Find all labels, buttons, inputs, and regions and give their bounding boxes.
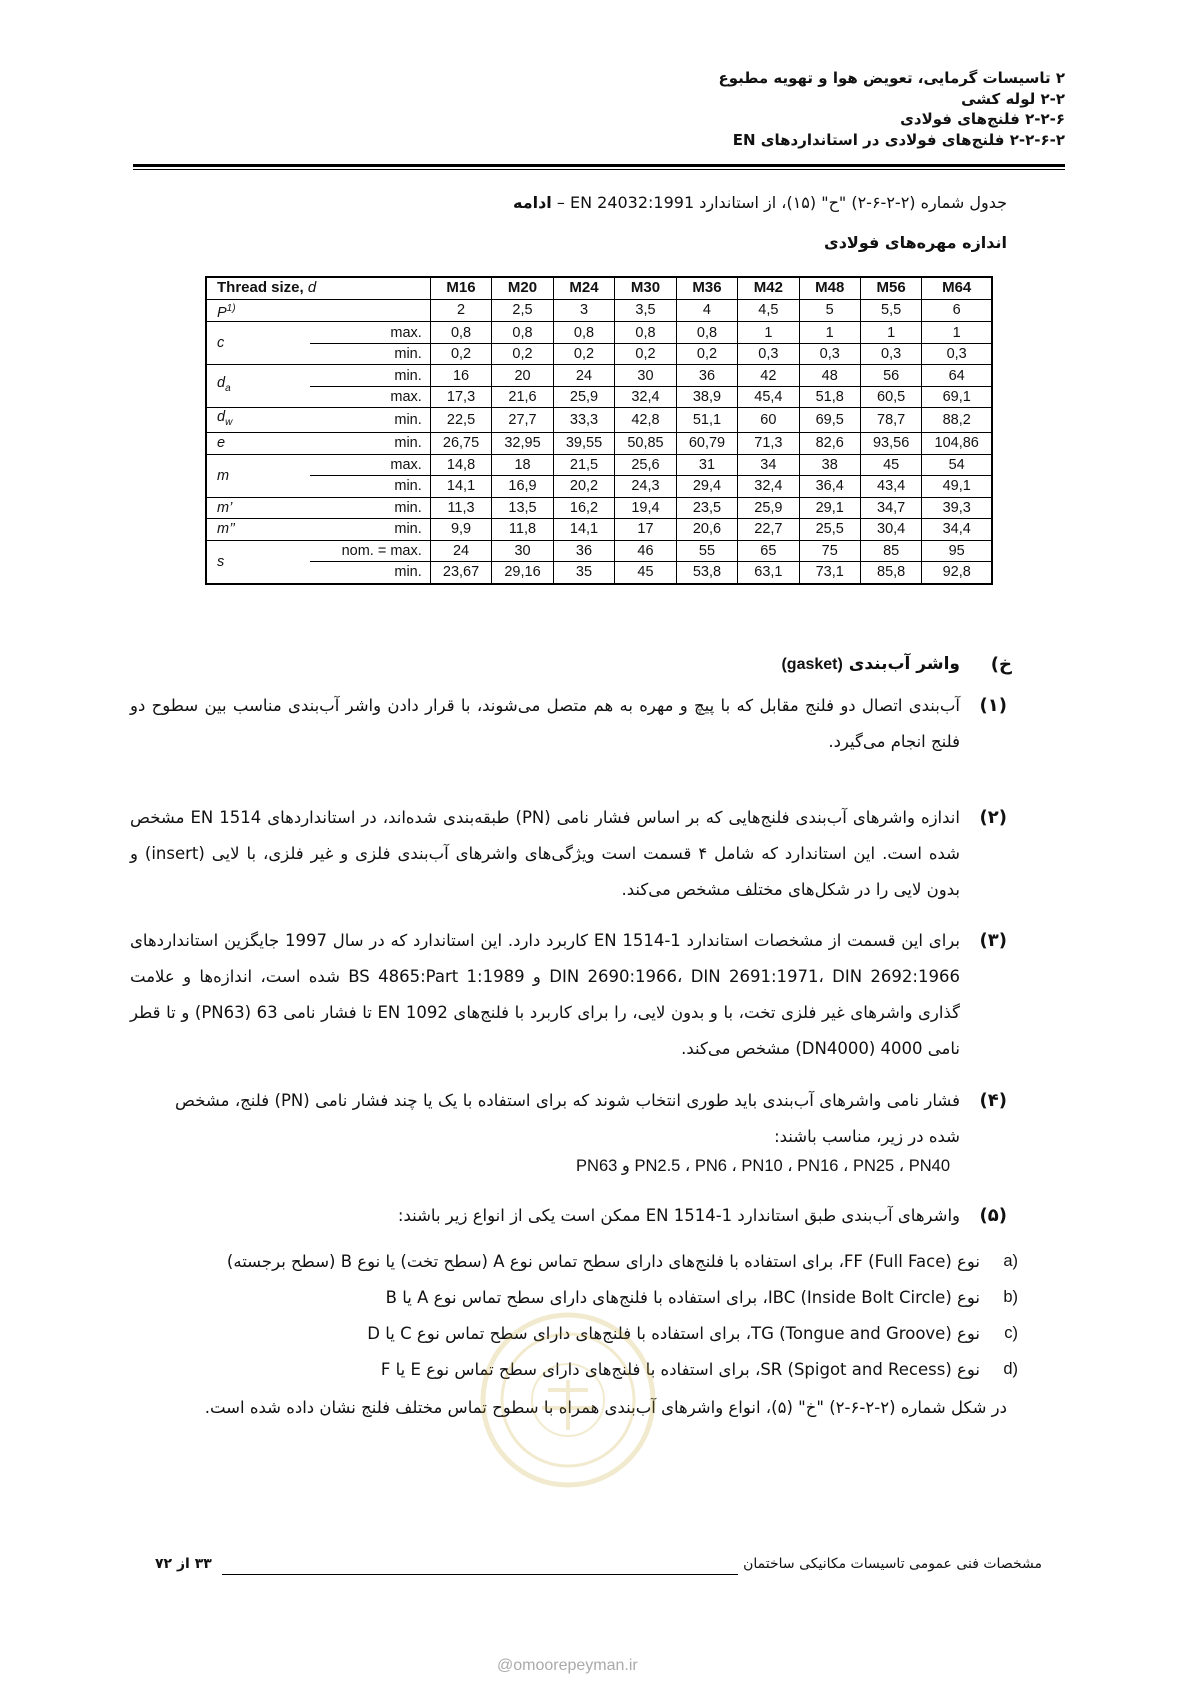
table-cell: 19,4 [615, 497, 676, 519]
table-cell: 21,6 [492, 386, 553, 408]
header-label: Thread size, [217, 279, 304, 297]
table-header-row [206, 277, 992, 299]
table-cell: 0,2 [430, 343, 491, 365]
table-cell: 30 [615, 365, 676, 387]
gasket-type-ibc: نوع IBC (Inside Bolt Circle)، برای استفاده با فلنج‌های دارای سطح تماس نوع A یا B [385, 1288, 980, 1307]
table-cell: 0,2 [492, 343, 553, 365]
table-cell: 34,7 [860, 497, 921, 519]
table-cell: 36 [676, 365, 737, 387]
table-cell: 69,1 [922, 386, 992, 408]
row-qualifier: min. [310, 408, 430, 433]
symbol-text: d [217, 375, 226, 392]
table-cell: 9,9 [430, 519, 491, 541]
row-symbol [206, 299, 430, 322]
row-qualifier: max. [310, 322, 430, 344]
row-qualifier: min. [310, 562, 430, 584]
row-symbol [206, 519, 310, 541]
table-cell: 0,2 [676, 343, 737, 365]
row-qualifier: min. [310, 497, 430, 519]
header-size-cell: M56 [860, 277, 921, 299]
gasket-type-sr: نوع SR (Spigot and Recess)، برای استفاده با فلنج‌های دارای سطح تماس نوع E یا F [380, 1360, 980, 1379]
table-cell: 24 [553, 365, 614, 387]
table-cell: 104,86 [922, 433, 992, 455]
section-title-fa: واشر آب‌بندی [848, 654, 960, 674]
section-marker: خ) [990, 654, 1012, 675]
table-cell: 0,3 [922, 343, 992, 365]
table-cell: 69,5 [799, 408, 860, 433]
paragraph-number: (۳) [979, 930, 1007, 951]
table-cell: 60,5 [860, 386, 921, 408]
symbol-text: m’ [217, 499, 233, 516]
table-cell: 38,9 [676, 386, 737, 408]
table-row [206, 433, 992, 455]
table-cell: 25,6 [615, 454, 676, 476]
paragraph-3: برای این قسمت از مشخصات استاندارد EN 1514-1 کاربرد دارد. این استاندارد که در سال 1997 جایگزین استانداردهای DIN 2690:1966، DIN 2691:1971، DIN 2692:1966 و BS 4865:Part 1:1989 شده است، اندازه‌ها و علامت گذاری واشرهای غیر فلزی تخت، با و بدون لایی، را برای کاربرد با فلنج‌های EN 1092 تا فشار نامی 63 (PN63) و تا قطر نامی 4000 (DN4000) مشخص می‌کند. [130, 931, 960, 1058]
table-cell: 0,8 [615, 322, 676, 344]
table-row [206, 562, 992, 584]
table-cell: 2,5 [492, 299, 553, 322]
table-cell: 54 [922, 454, 992, 476]
paragraph-1: آب‌بندی اتصال دو فلنج مقابل که با پیچ و مهره به هم متصل می‌شوند، با قرار دادن واشر آب‌بندی مناسب بین سطوح دو فلنج انجام می‌گیرد. [130, 696, 960, 751]
table-cell: 4 [676, 299, 737, 322]
table-cell: 85,8 [860, 562, 921, 584]
table-cell: 23,67 [430, 562, 491, 584]
table-cell: 11,8 [492, 519, 553, 541]
table-cell: 20,2 [553, 476, 614, 498]
table-cell: 16,2 [553, 497, 614, 519]
table-row [206, 386, 992, 408]
table-caption [513, 193, 1007, 212]
table-cell: 56 [860, 365, 921, 387]
gasket-type-tg: نوع TG (Tongue and Groove)، برای استفاده با فلنج‌های دارای سطح تماس نوع C یا D [367, 1324, 980, 1343]
table-row [206, 322, 992, 344]
table-row [206, 497, 992, 519]
row-qualifier: min. [310, 476, 430, 498]
table-cell: 49,1 [922, 476, 992, 498]
header-thread-size [206, 277, 430, 299]
table-cell: 17 [615, 519, 676, 541]
table-cell: 75 [799, 540, 860, 562]
paragraph-number: (۱) [979, 695, 1007, 716]
row-qualifier: max. [310, 454, 430, 476]
table-cell: 39,3 [922, 497, 992, 519]
table-cell: 1 [922, 322, 992, 344]
table-cell: 4,5 [738, 299, 799, 322]
table-row [206, 299, 992, 322]
symbol-text: s [217, 553, 225, 570]
symbol-subscript: a [225, 383, 231, 395]
table-cell: 82,6 [799, 433, 860, 455]
table-cell: 13,5 [492, 497, 553, 519]
table-cell: 45 [860, 454, 921, 476]
table-cell: 0,8 [430, 322, 491, 344]
table-cell: 6 [922, 299, 992, 322]
table-cell: 2 [430, 299, 491, 322]
nut-dimensions-table [205, 276, 993, 585]
type-letter: c) [1004, 1324, 1018, 1342]
row-symbol [206, 540, 310, 584]
table-cell: 51,8 [799, 386, 860, 408]
table-row [206, 454, 992, 476]
row-symbol [206, 433, 310, 455]
table-cell: 73,1 [799, 562, 860, 584]
table-cell: 11,3 [430, 497, 491, 519]
pressure-list: PN2.5 ، PN6 ، PN10 ، PN16 ، PN25 ، PN40 و PN63 [576, 1157, 950, 1175]
table-cell: 78,7 [860, 408, 921, 433]
table-cell: 50,85 [615, 433, 676, 455]
header-section: ۲-۲ لوله کشی [961, 89, 1065, 108]
row-symbol [206, 365, 310, 408]
table-cell: 39,55 [553, 433, 614, 455]
table-cell: 63,1 [738, 562, 799, 584]
table-cell: 0,8 [492, 322, 553, 344]
type-letter: a) [1003, 1252, 1018, 1270]
table-row [206, 343, 992, 365]
table-cell: 29,1 [799, 497, 860, 519]
table-cell: 48 [799, 365, 860, 387]
table-cell: 21,5 [553, 454, 614, 476]
table-cell: 32,4 [738, 476, 799, 498]
table-cell: 14,1 [553, 519, 614, 541]
table-cell: 5 [799, 299, 860, 322]
paragraph-5: واشرهای آب‌بندی طبق استاندارد EN 1514-1 ممکن است یکی از انواع زیر باشند: [397, 1206, 960, 1225]
header-size-cell: M24 [553, 277, 614, 299]
symbol-superscript: 1) [226, 302, 236, 314]
header-size-cell: M48 [799, 277, 860, 299]
table-cell: 35 [553, 562, 614, 584]
table-cell: 34 [738, 454, 799, 476]
table-caption-continuation: ادامه [512, 193, 552, 212]
paragraph-2: اندازه واشرهای آب‌بندی فلنج‌هایی که بر اساس فشار نامی (PN) طبقه‌بندی شده‌اند، در استانداردهای EN 1514 مشخص شده است. این استاندارد که شامل ۴ قسمت است ویژگی‌های واشرهای آب‌بندی فلزی و غیر فلزی، با لایی (insert) و بدون لایی را در شکل‌های مختلف مشخص می‌کند. [130, 808, 960, 899]
table-cell: 93,56 [860, 433, 921, 455]
gasket-type-ff: نوع FF (Full Face)، برای استفاده با فلنج‌های دارای سطح تماس نوع A (سطح تخت) یا نوع B (سطح برجسته) [226, 1252, 980, 1271]
table-cell: 43,4 [860, 476, 921, 498]
row-qualifier: max. [310, 386, 430, 408]
table-cell: 20,6 [676, 519, 737, 541]
table-cell: 36 [553, 540, 614, 562]
table-cell: 46 [615, 540, 676, 562]
document-header [718, 68, 1065, 150]
row-qualifier: min. [310, 343, 430, 365]
table-caption-text: جدول شماره (۲-۲-۶-۲) "ح" (۱۵)، از استاندارد EN 24032:1991 – [556, 193, 1007, 212]
table-row [206, 519, 992, 541]
table-cell: 31 [676, 454, 737, 476]
table-cell: 45 [615, 562, 676, 584]
table-cell: 22,5 [430, 408, 491, 433]
symbol-text: c [217, 335, 225, 352]
table-row [206, 365, 992, 387]
table-cell: 0,3 [799, 343, 860, 365]
row-qualifier: min. [310, 519, 430, 541]
table-cell: 64 [922, 365, 992, 387]
table-cell: 17,3 [430, 386, 491, 408]
table-cell: 0,2 [553, 343, 614, 365]
header-size-cell: M20 [492, 277, 553, 299]
table-cell: 0,2 [615, 343, 676, 365]
table-cell: 38 [799, 454, 860, 476]
table-cell: 0,8 [676, 322, 737, 344]
header-rule-thick [133, 164, 1065, 167]
table-cell: 3 [553, 299, 614, 322]
type-letter: b) [1003, 1288, 1018, 1306]
table-cell: 0,3 [860, 343, 921, 365]
watermark-seal [478, 1310, 658, 1490]
watermark-url: @omoorepeyman.ir [497, 1657, 638, 1674]
table-row [206, 540, 992, 562]
table-cell: 24,3 [615, 476, 676, 498]
table-cell: 25,5 [799, 519, 860, 541]
table-cell: 34,4 [922, 519, 992, 541]
row-symbol [206, 497, 310, 519]
row-qualifier: min. [310, 433, 430, 455]
table-cell: 85 [860, 540, 921, 562]
closing-sentence: در شکل شماره (۲-۲-۶-۲) "خ" (۵)، انواع واشرهای آب‌بندی همراه با سطوح تماس مختلف فلنج نشان داده شده است. [204, 1398, 1007, 1417]
section-title [763, 654, 960, 674]
type-letter: d) [1003, 1360, 1018, 1378]
symbol-text: e [217, 435, 226, 452]
table-cell: 5,5 [860, 299, 921, 322]
table-subtitle: اندازه مهره‌های فولادی [824, 233, 1007, 252]
table-row [206, 408, 992, 433]
table-cell: 26,75 [430, 433, 491, 455]
table-cell: 30 [492, 540, 553, 562]
header-size-cell: M64 [922, 277, 992, 299]
paragraph-number: (۵) [979, 1205, 1007, 1226]
page-number: ۳۳ از ۷۲ [155, 1556, 212, 1572]
table-cell: 60,79 [676, 433, 737, 455]
table-cell: 1 [860, 322, 921, 344]
table-cell: 45,4 [738, 386, 799, 408]
paragraph-4: فشار نامی واشرهای آب‌بندی باید طوری انتخاب شوند که برای استفاده با یک یا چند فشار نامی (PN) فلنج، مشخص شده در زیر، مناسب باشند: [175, 1091, 960, 1146]
table-cell: 36,4 [799, 476, 860, 498]
header-var: d [307, 279, 317, 297]
table-cell: 30,4 [860, 519, 921, 541]
symbol-text: P [217, 304, 227, 321]
table-cell: 33,3 [553, 408, 614, 433]
table-cell: 16,9 [492, 476, 553, 498]
header-chapter: ۲ تاسیسات گرمایی، تعویض هوا و تهویه مطبوع [718, 69, 1065, 87]
symbol-text: m’’ [217, 521, 235, 538]
header-size-cell: M42 [738, 277, 799, 299]
table-cell: 27,7 [492, 408, 553, 433]
table-cell: 88,2 [922, 408, 992, 433]
table-cell: 20 [492, 365, 553, 387]
table-cell: 0,3 [738, 343, 799, 365]
table-cell: 53,8 [676, 562, 737, 584]
footer-title: مشخصات فنی عمومی تاسیسات مکانیکی ساختمان [743, 1556, 1042, 1572]
table-cell: 29,16 [492, 562, 553, 584]
row-qualifier: min. [310, 365, 430, 387]
header-rule-thin [133, 169, 1065, 170]
table-cell: 60 [738, 408, 799, 433]
table-cell: 42 [738, 365, 799, 387]
table-row [206, 476, 992, 498]
table-cell: 32,95 [492, 433, 553, 455]
table-cell: 0,8 [553, 322, 614, 344]
table-cell: 55 [676, 540, 737, 562]
table-cell: 95 [922, 540, 992, 562]
table-cell: 32,4 [615, 386, 676, 408]
row-qualifier: nom. = max. [310, 540, 430, 562]
footer-rule [222, 1574, 738, 1575]
header-topic: ۲-۲-۶-۲ فلنج‌های فولادی در استانداردهای EN [732, 130, 1065, 149]
section-title-en: (gasket) [781, 656, 843, 673]
table-cell: 65 [738, 540, 799, 562]
table-cell: 25,9 [553, 386, 614, 408]
paragraph-number: (۴) [979, 1090, 1007, 1111]
header-size-cell: M30 [615, 277, 676, 299]
table-cell: 92,8 [922, 562, 992, 584]
table-cell: 3,5 [615, 299, 676, 322]
table-cell: 71,3 [738, 433, 799, 455]
symbol-text: m [217, 467, 230, 484]
table-cell: 14,8 [430, 454, 491, 476]
table-cell: 1 [738, 322, 799, 344]
table-cell: 18 [492, 454, 553, 476]
table-cell: 23,5 [676, 497, 737, 519]
symbol-text: d [217, 409, 226, 426]
symbol-subscript: w [225, 417, 233, 429]
header-size-cell: M16 [430, 277, 491, 299]
table-cell: 1 [799, 322, 860, 344]
header-subsection: ۲-۲-۶ فلنج‌های فولادی [900, 110, 1065, 128]
row-symbol [206, 322, 310, 365]
row-symbol [206, 408, 310, 433]
table-cell: 24 [430, 540, 491, 562]
table-cell: 16 [430, 365, 491, 387]
paragraph-number: (۲) [979, 807, 1007, 828]
table-cell: 51,1 [676, 408, 737, 433]
table-cell: 29,4 [676, 476, 737, 498]
table-cell: 42,8 [615, 408, 676, 433]
row-symbol [206, 454, 310, 497]
table-cell: 22,7 [738, 519, 799, 541]
table-cell: 14,1 [430, 476, 491, 498]
table-cell: 25,9 [738, 497, 799, 519]
header-size-cell: M36 [676, 277, 737, 299]
